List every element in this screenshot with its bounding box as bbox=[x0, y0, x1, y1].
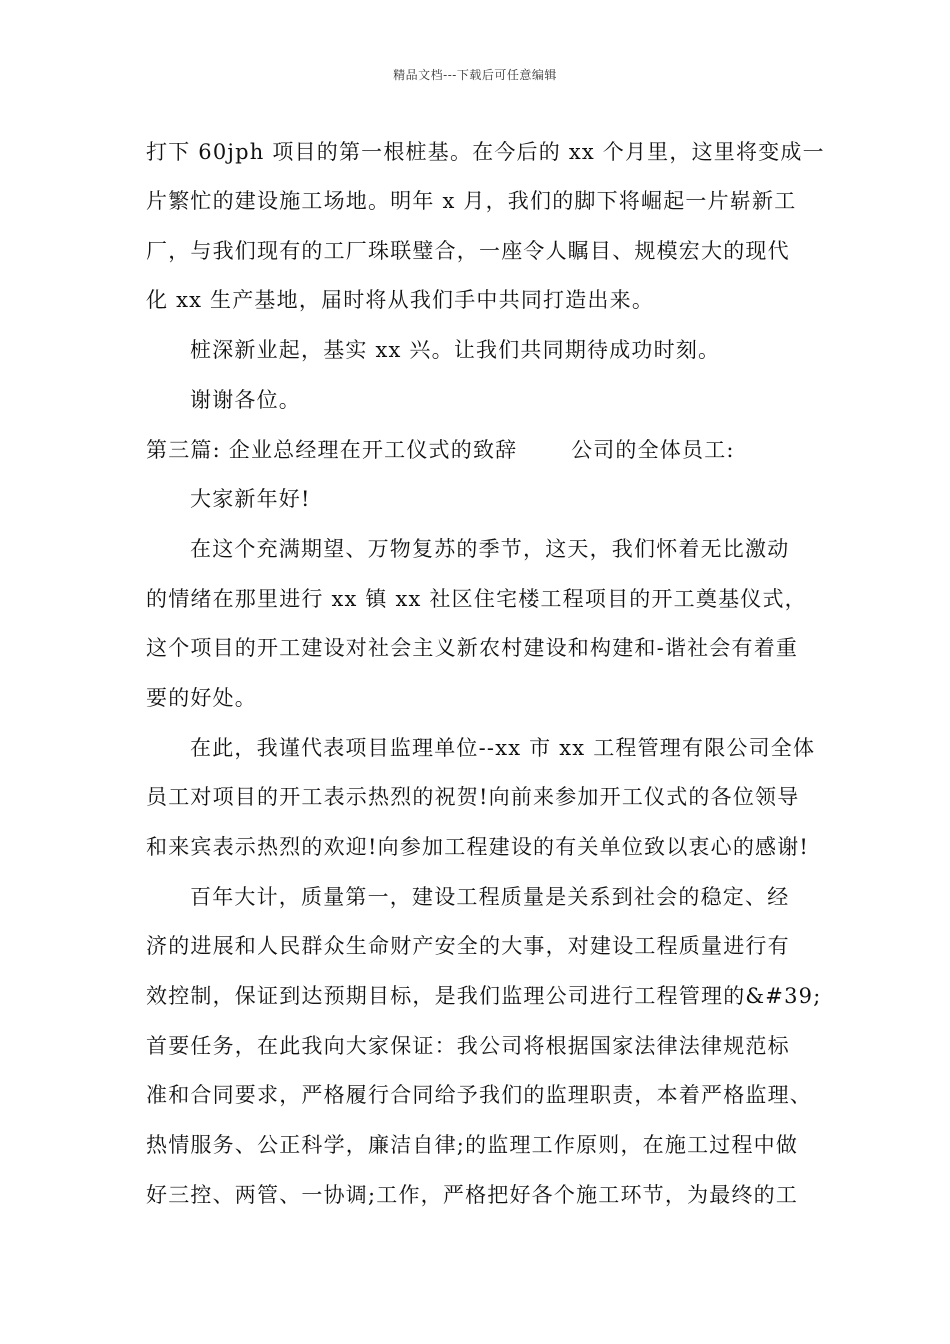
section-title: 第三篇: 企业总经理在开工仪式的致辞 bbox=[146, 438, 518, 462]
body-line: 打下 60jph 项目的第一根桩基。在今后的 xx 个月里，这里将变成一 bbox=[146, 140, 825, 164]
body-line: 准和合同要求，严格履行合同给予我们的监理职责，本着严格监理、 bbox=[146, 1083, 812, 1107]
body-line: 在这个充满期望、万物复苏的季节，这天，我们怀着无比激动 bbox=[190, 537, 790, 561]
body-line: 好三控、两管、一协调;工作，严格把好各个施工环节，为最终的工 bbox=[146, 1183, 799, 1207]
body-line: 要的好处。 bbox=[146, 686, 257, 710]
body-line: 热情服务、公正科学，廉洁自律;的监理工作原则，在施工过程中做 bbox=[146, 1133, 799, 1157]
body-line: 济的进展和人民群众生命财产安全的大事，对建设工程质量进行有 bbox=[146, 934, 790, 958]
section-title-addressee: 公司的全体员工: bbox=[571, 438, 735, 462]
body-line: 桩深新业起，基实 xx 兴。让我们共同期待成功时刻。 bbox=[190, 338, 721, 362]
body-line: 首要任务，在此我向大家保证：我公司将根据国家法律法律规范标 bbox=[146, 1034, 790, 1058]
body-line: 谢谢各位。 bbox=[190, 388, 301, 412]
body-line: 片繁忙的建设施工场地。明年 x 月，我们的脚下将崛起一片崭新工 bbox=[146, 189, 797, 213]
body-line: 大家新年好! bbox=[190, 487, 311, 511]
body-line: 效控制，保证到达预期目标，是我们监理公司进行工程管理的&#39; bbox=[146, 984, 822, 1008]
body-line: 员工对项目的开工表示热烈的祝贺!向前来参加开工仪式的各位领导 bbox=[146, 785, 800, 809]
body-line: 百年大计，质量第一，建设工程质量是关系到社会的稳定、经 bbox=[190, 885, 790, 909]
body-line: 化 xx 生产基地，届时将从我们手中共同打造出来。 bbox=[146, 288, 655, 312]
page-header: 精品文档---下载后可任意编辑 bbox=[393, 68, 557, 82]
body-line: 这个项目的开工建设对社会主义新农村建设和构建和-谐社会有着重 bbox=[146, 636, 799, 660]
body-line: 和来宾表示热烈的欢迎!向参加工程建设的有关单位致以衷心的感谢! bbox=[146, 835, 810, 859]
body-line: 在此，我谨代表项目监理单位--xx 市 xx 工程管理有限公司全体 bbox=[190, 736, 816, 760]
body-line: 厂，与我们现有的工厂珠联璧合，一座令人瞩目、规模宏大的现代 bbox=[146, 239, 790, 263]
body-line: 的情绪在那里进行 xx 镇 xx 社区住宅楼工程项目的开工奠基仪式， bbox=[146, 587, 807, 611]
